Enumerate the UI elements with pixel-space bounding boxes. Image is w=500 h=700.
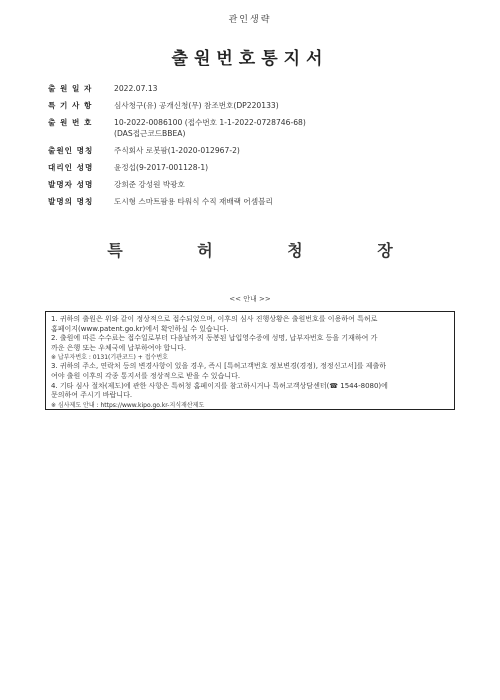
field-value	[114, 179, 185, 190]
guide-heading: << 안내 >>	[229, 295, 271, 303]
application-fields	[48, 83, 468, 213]
guide-line: 1. 귀하의 출원은 위와 같이 정상적으로 접수되었으며, 이후의 심사 진행상황은 출원번호를 이용하여 특허로	[51, 315, 378, 323]
field-label: 대리인 성명	[48, 163, 94, 172]
field-label: 출 원 일 자	[48, 84, 93, 93]
field-label: 발명자 성명	[48, 180, 94, 189]
issuing-office-signature	[0, 238, 500, 261]
field-value-line: 도시형 스마트팜용 타워식 수직 재배랙 어셈블리	[114, 197, 273, 206]
field-value	[114, 145, 240, 156]
office-char: 장	[377, 241, 393, 260]
guide-note: ※ 심사제도 안내 : https://www.kipo.go.kr-지식재산제도	[51, 401, 205, 409]
guide-line: 문의하여 주시기 바랍니다.	[51, 391, 133, 400]
field-value-line: 10-2022-0086100 (접수번호 1-1-2022-0728746-68)	[114, 118, 306, 127]
field-value-line: 2022.07.13	[114, 84, 158, 93]
field-value-line: (DAS접근코드BBEA)	[114, 129, 186, 138]
office-char: 청	[287, 241, 303, 260]
field-special-notes	[48, 100, 468, 111]
field-label: 출원인 명칭	[48, 146, 94, 155]
field-applicant-name	[48, 145, 468, 156]
guide-line: 홈페이지(www.patent.go.kr)에서 확인하실 수 있습니다.	[51, 324, 229, 333]
field-filing-date	[48, 83, 468, 94]
field-invention-title	[48, 196, 468, 207]
guide-box	[45, 311, 455, 410]
field-label: 발명의 명칭	[48, 197, 94, 206]
field-value	[114, 100, 279, 111]
field-inventor-names	[48, 179, 468, 190]
field-value	[114, 83, 157, 94]
guide-line: 까운 은행 또는 우체국에 납부하여야 합니다.	[51, 343, 187, 352]
field-application-number	[48, 117, 468, 139]
document-title: 출원번호통지서	[171, 49, 329, 69]
field-value	[114, 196, 273, 207]
stamp-omitted-label: 관인생략	[228, 15, 272, 25]
guide-line: 4. 기타 심사 절차(제도)에 관한 사항은 특허청 홈페이지를 참고하시거나 특허고객상담센터(☎ 1544-8080)에	[51, 381, 388, 390]
guide-note: ※ 납부자번호 : 0131(기관코드) + 접수번호	[51, 354, 168, 362]
field-agent-name	[48, 162, 468, 173]
field-value-line: 주식회사 로봇팜(1-2020-012967-2)	[114, 146, 240, 155]
field-value-line: 강희준 강성원 박광호	[114, 180, 185, 189]
guide-line: 여야 출원 이후의 각종 통지서를 정상적으로 받을 수 있습니다.	[51, 371, 241, 380]
office-char: 허	[197, 241, 213, 260]
field-value-line: 심사청구(유) 공개신청(무) 참조번호(DP220133)	[114, 101, 279, 110]
field-value	[114, 117, 306, 139]
guide-line: 3. 귀하의 주소, 연락처 등의 변경사항이 있을 경우, 즉시 [특허고객번호 정보변경(경정), 정정신고서]를 제출하	[51, 362, 386, 371]
field-label: 특 기 사 항	[48, 101, 93, 110]
field-label: 출 원 번 호	[48, 118, 93, 127]
office-char: 특	[107, 241, 123, 260]
guide-line: 2. 출원에 따른 수수료는 접수일로부터 다음날까지 동봉된 납입영수증에 성명, 납부자번호 등을 기재하여 가	[51, 334, 378, 343]
field-value-line: 윤정섭(9-2017-001128-1)	[114, 163, 209, 172]
field-value	[114, 162, 208, 173]
